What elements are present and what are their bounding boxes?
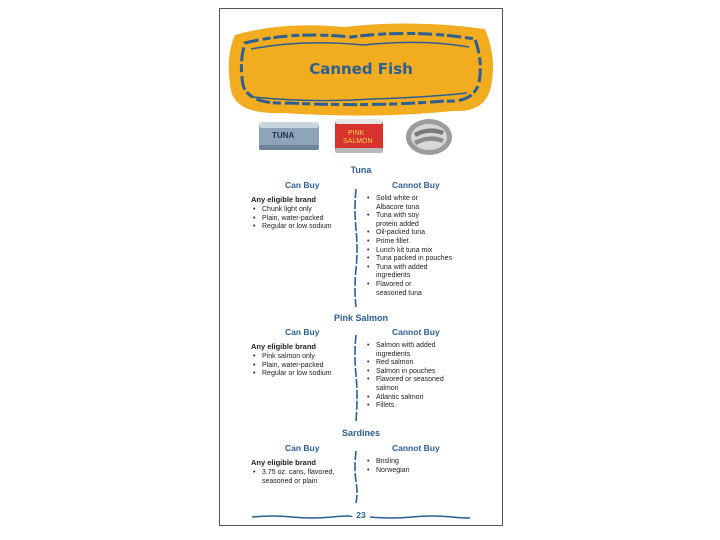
list-item: • Flavored or seasoned (376, 376, 506, 385)
list-item: • Tuna packed in pouches (376, 255, 506, 264)
section-title-pink-salmon: Pink Salmon (333, 313, 388, 323)
column-divider (353, 189, 359, 307)
list-item: • Plain, water-packed (262, 362, 372, 371)
list-item: • Flavored or (376, 281, 506, 290)
list-item: • Atlantic salmon (376, 394, 506, 403)
brand-label: Any eligible brand (251, 195, 317, 204)
cannot-buy-list (365, 458, 506, 475)
list-item: • Lunch kit tuna mix (376, 247, 506, 256)
brand-label: Any eligible brand (251, 458, 317, 467)
list-item: • Oil-packed tuna (376, 229, 506, 238)
list-item: • Prime fillet (376, 238, 506, 247)
list-item: • Pink salmon only (262, 353, 372, 362)
document-page (219, 8, 503, 526)
can-images (220, 113, 502, 159)
page-number: 23 (356, 510, 366, 520)
pink-label: PINK (348, 130, 365, 137)
list-item: • Regular or low sodium (262, 370, 372, 379)
list-item: • Tuna with soy (376, 212, 506, 221)
list-item: salmon (376, 384, 399, 392)
list-item: • Chunk light only (262, 206, 372, 215)
cannot-buy-heading: Cannot Buy (392, 180, 440, 190)
salmon-label: SALMON (343, 138, 373, 145)
page-title: Canned Fish (309, 60, 413, 78)
tuna-can-icon (258, 119, 320, 153)
column-divider (353, 451, 359, 503)
brand-label: Any eligible brand (251, 342, 317, 351)
can-buy-heading: Can Buy (285, 180, 320, 190)
list-item: • Red salmon (376, 359, 506, 368)
can-buy-heading: Can Buy (285, 327, 320, 337)
pink-salmon-can-icon (334, 117, 384, 155)
list-item: • Solid white or (376, 195, 506, 204)
list-item: Albacore tuna (376, 203, 420, 211)
list-item: • Regular or low sodium (262, 223, 372, 232)
column-divider (353, 335, 359, 421)
section-title-tuna: Tuna (350, 165, 372, 175)
cannot-buy-heading: Cannot Buy (392, 443, 440, 453)
cannot-buy-heading: Cannot Buy (392, 327, 440, 337)
list-item: protein added (376, 220, 419, 228)
list-item: • Fillets (376, 402, 506, 411)
cannot-buy-list (365, 342, 506, 411)
list-item: • Norwegian (376, 467, 506, 476)
list-item: • Salmon in pouches (376, 368, 506, 377)
tuna-can-label: TUNA (272, 131, 295, 140)
sardine-can-icon (404, 117, 454, 157)
list-item: • Plain, water-packed (262, 215, 372, 224)
can-buy-heading: Can Buy (285, 443, 320, 453)
list-item: • Salmon with added (376, 342, 506, 351)
list-item: seasoned or plain (262, 477, 318, 485)
list-item: • Tuna with added (376, 264, 506, 273)
section-title-sardines: Sardines (341, 428, 381, 438)
list-item: seasoned tuna (376, 289, 422, 297)
cannot-buy-list (365, 195, 506, 298)
list-item: ingredients (376, 272, 411, 280)
list-item: ingredients (376, 350, 411, 358)
list-item: • Brisling (376, 458, 506, 467)
list-item: • 3.75 oz. cans, flavored, (262, 469, 372, 478)
